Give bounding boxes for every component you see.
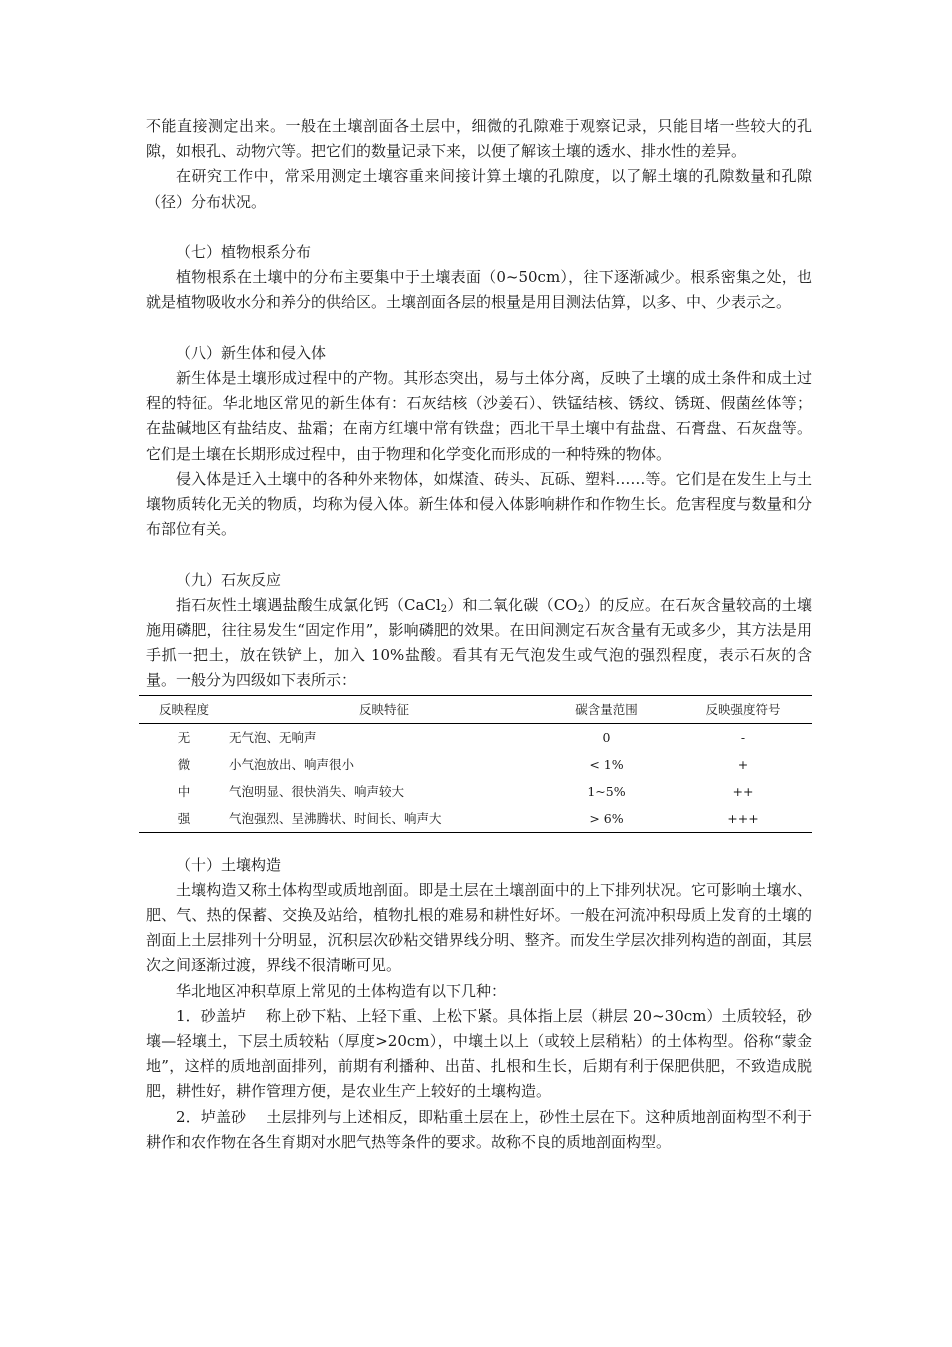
table-header-row [139, 695, 812, 723]
lime-reaction-table [139, 695, 812, 833]
section-9-heading: （九）石灰反应 [176, 570, 282, 589]
table-row [139, 805, 812, 833]
section-10-paragraph-3: 1．砂盖垆 称上砂下粘、上轻下重、上松下紧。具体指上层（耕层 20~30cm）土质较轻，砂壤—轻壤土，下层土质较粘（厚度>20cm），中壤土以上（或较上层稍粘）的土体构型。俗称“蒙金地”，这样的质地剖面排列，前期有利播种、出苗、扎根和生长，后期有利于保肥供肥，不致造成脱肥，耕性好，耕作管理方便，是农业生产上较好的土壤构造。 [146, 1006, 812, 1101]
cell-level: 中 [177, 783, 191, 799]
cell-range: 0 [602, 729, 611, 745]
cell-range: > 6% [589, 810, 624, 826]
cell-symbol: + [737, 756, 749, 772]
section-8-paragraph-1: 新生体是土壤形成过程中的产物。其形态突出，易与土体分离，反映了土壤的成土条件和成土过程的特征。华北地区常见的新生体有：石灰结核（沙姜石）、铁锰结核、锈纹、锈斑、假菌丝体等；在盐碱地区有盐结皮、盐霜；在南方红壤中常有铁盘；西北干旱土壤中有盐盘、石膏盘、石灰盘等。它们是土壤在长期形成过程中，由于物理和化学变化而形成的一种特殊的物体。 [146, 369, 812, 463]
cell-feature: 小气泡放出、响声很小 [229, 756, 355, 772]
cell-symbol: +++ [727, 810, 759, 826]
cell-feature: 气泡强烈、呈沸腾状、时间长、响声大 [229, 810, 442, 826]
table-row [139, 723, 812, 751]
table-row [139, 778, 812, 805]
section-7-heading: （七）植物根系分布 [176, 243, 312, 261]
column-header-range: 碳含量范围 [575, 701, 638, 717]
section-8-paragraph-2: 侵入体是迁入土壤中的各种外来物体，如煤渣、砖头、瓦砾、塑料……等。它们是在发生上与土壤物质转化无关的物质，均称为侵入体。新生体和侵入体影响耕作和作物生长。危害程度与数量和分布部位有关。 [146, 469, 812, 539]
cell-symbol: ++ [732, 783, 754, 799]
cell-range: 1~5% [587, 783, 626, 799]
cell-feature: 气泡明显、很快消失、响声较大 [229, 783, 405, 799]
section-10-paragraph-1: 土壤构造又称土体构型或质地剖面。即是土层在土壤剖面中的上下排列状况。它可影响土壤水、肥、气、热的保蓄、交换及站给，植物扎根的难易和耕性好坏。一般在河流冲积母质上发育的土壤的剖面上土层排列十分明显，沉积层次砂粘交错界线分明、整齐。而发生学层次排列构造的剖面，其层次之间逐渐过渡，界线不很清晰可见。 [146, 880, 812, 975]
cell-level: 微 [177, 756, 191, 772]
section-7-paragraph-1: 植物根系在土壤中的分布主要集中于土壤表面（0~50cm），往下逐渐减少。根系密集之处，也就是植物吸收水分和养分的供给区。土壤剖面各层的根量是用目测法估算，以多、中、少表示之。 [146, 268, 812, 312]
section-10-paragraph-4: 2．垆盖砂 土层排列与上述相反，即粘重土层在上，砂性土层在下。这种质地剖面构型不利于耕作和农作物在各生育期对水肥气热等条件的要求。故称不良的质地剖面构型。 [146, 1107, 812, 1151]
column-header-feature: 反映特征 [358, 701, 409, 717]
table-row [139, 751, 812, 778]
column-header-level: 反映程度 [158, 701, 209, 717]
cell-symbol: - [740, 729, 746, 745]
intro-paragraph-2: 在研究工作中，常采用测定土壤容重来间接计算土壤的孔隙度，以了解土壤的孔隙数量和孔隙（径）分布状况。 [146, 167, 812, 211]
section-8-heading: （八）新生体和侵入体 [176, 343, 327, 362]
cell-level: 强 [177, 810, 191, 826]
section-10-heading: （十）土壤构造 [176, 855, 282, 874]
intro-paragraph-1: 不能直接测定出来。一般在土壤剖面各土层中，细微的孔隙难于观察记录，只能目堵一些较大的孔隙，如根孔、动物穴等。把它们的数量记录下来，以便了解该土壤的透水、排水性的差异。 [146, 117, 812, 161]
cell-feature: 无气泡、无响声 [229, 729, 317, 745]
column-header-symbol: 反映强度符号 [705, 701, 781, 717]
cell-level: 无 [177, 729, 191, 745]
section-10-paragraph-2: 华北地区冲积草原上常见的土体构造有以下几种： [176, 981, 507, 1000]
document-page [146, 114, 812, 1155]
cell-range: < 1% [589, 756, 624, 772]
section-9-paragraph-1: 指石灰性土壤遇盐酸生成氯化钙（CaCl$_2$）和二氧化碳$(CO_2)$的反应。在石灰含量较高的土壤施用磷肥，往往易发生“固定作用”，影响磷肥的效果。在田间测定石灰含量有无或多少，其方法是用手抓一把土，放在铁铲上，加入 10%盐酸。看其有无气泡发生或气泡的强烈程度，表示石灰的含量。一般分为四级如下表所示： [146, 595, 812, 690]
